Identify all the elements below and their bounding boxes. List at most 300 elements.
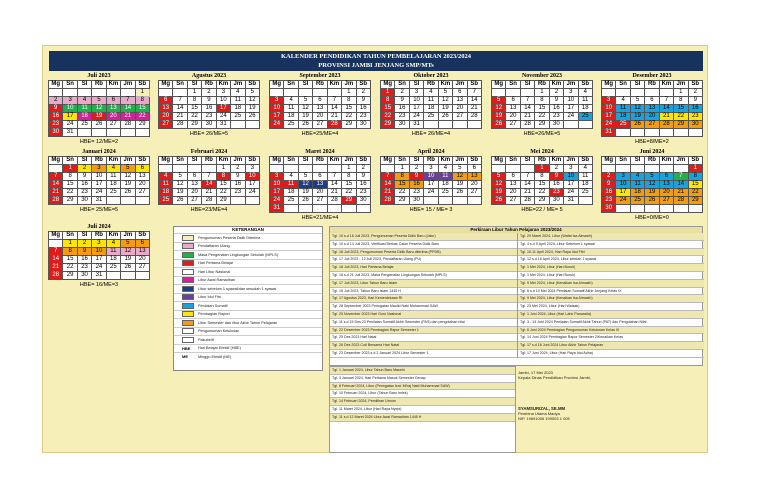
day-cell: 12 (298, 105, 312, 113)
empty-cell (135, 197, 149, 205)
month-calendar (491, 149, 593, 213)
day-cell: 25 (616, 121, 630, 129)
effective-days-summary: HBE=22 / ME= 5 (521, 207, 563, 213)
effective-days-summary: HBE= 25/ME=5 (79, 207, 119, 213)
weekday-header: Sb (135, 81, 149, 89)
day-cell: 9 (202, 97, 216, 105)
day-cell: 24 (564, 113, 578, 121)
day-cell: 15 (674, 105, 688, 113)
day-cell: 23 (49, 121, 63, 129)
day-cell: 25 (106, 264, 120, 272)
day-cell: 7 (327, 97, 341, 105)
day-cell: 22 (395, 189, 409, 197)
holiday-entry: Tgl. 23 Desember 2023 s.d 2 Januari 2024 Libur Semester 1 (330, 350, 517, 358)
day-cell: 17 (92, 256, 106, 264)
day-cell: 28 (674, 197, 688, 205)
day-cell: 27 (159, 121, 173, 129)
weekday-header: Km (549, 81, 563, 89)
day-cell: 18 (424, 105, 438, 113)
empty-cell (327, 89, 341, 97)
day-cell: 3 (245, 165, 259, 173)
empty-cell (630, 129, 644, 137)
day-cell: 7 (520, 97, 534, 105)
day-cell: 8 (395, 173, 409, 181)
day-cell: 9 (602, 181, 616, 189)
legend-item (174, 242, 322, 251)
month-title: Maret 2024 (305, 149, 335, 155)
legend-label: Pembagian Raport (198, 312, 230, 317)
month-calendar (158, 149, 260, 213)
legend-item (174, 344, 322, 353)
day-cell: 29 (342, 121, 356, 129)
day-cell: 5 (298, 97, 312, 105)
day-cell: 6 (453, 89, 467, 97)
day-cell: 24 (270, 197, 284, 205)
empty-cell (270, 165, 284, 173)
day-cell: 23 (202, 113, 216, 121)
day-cell: 7 (173, 97, 187, 105)
day-cell: 13 (453, 97, 467, 105)
weekday-header: Sn (173, 157, 187, 165)
signature-office: Kepala Dinas Pendidikan Provinsi Jambi, (518, 375, 591, 380)
day-cell: 21 (202, 189, 216, 197)
empty-cell (245, 121, 259, 129)
day-cell: 20 (506, 189, 520, 197)
empty-cell (135, 272, 149, 280)
legend-label: Libur Semester dan libur Akhir Tahun Pelajaran (198, 320, 278, 325)
day-cell: 13 (187, 181, 201, 189)
day-cell: 20 (313, 189, 327, 197)
day-cell: 3 (409, 89, 423, 97)
day-cell: 7 (381, 173, 395, 181)
day-cell: 25 (424, 113, 438, 121)
legend-item (174, 276, 322, 285)
weekday-header: Sb (356, 157, 370, 165)
day-cell: 21 (327, 113, 341, 121)
legend-swatch (182, 277, 194, 283)
month-title: November 2023 (521, 73, 563, 79)
legend-swatch (182, 320, 194, 326)
weekday-header: Km (327, 157, 341, 165)
legend-swatch (182, 269, 194, 275)
day-cell: 9 (77, 248, 91, 256)
day-cell: 11 (106, 248, 120, 256)
weekday-header: Mg (381, 157, 395, 165)
holiday-entry: Tgl. 28 September 2023 Peringatan Maulid Nabi Muhammad SAW (330, 303, 517, 311)
day-cell: 7 (674, 173, 688, 181)
holiday-entry: Tgl. 6 s.d 10 Mei 2024 Penilaian Sumatif Akhir Jenjang Kelas IX (518, 288, 704, 296)
weekday-header: Jm (231, 81, 245, 89)
weekday-header: Km (106, 232, 120, 240)
weekday-header: Sl (298, 81, 312, 89)
weekday-header: Sb (578, 81, 592, 89)
empty-cell (106, 272, 120, 280)
day-cell: 14 (327, 105, 341, 113)
empty-cell (688, 205, 702, 213)
day-cell: 14 (173, 105, 187, 113)
day-cell: 9 (231, 173, 245, 181)
holiday-entry: Tgl. 10 s.d 18 Juli 2023, Pengumuman Peserta Didik Baru (Jalur) (330, 233, 517, 241)
empty-cell (173, 165, 187, 173)
day-cell: 8 (216, 173, 230, 181)
weekday-header: Sn (506, 157, 520, 165)
weekday-header: Sl (77, 232, 91, 240)
day-cell: 17 (270, 113, 284, 121)
day-cell: 25 (630, 197, 644, 205)
weekday-header: Rb (424, 157, 438, 165)
day-cell: 11 (106, 173, 120, 181)
day-cell: 1 (535, 89, 549, 97)
day-cell: 24 (245, 189, 259, 197)
effective-days-summary: HBE=25/ME=4 (301, 131, 339, 137)
day-cell: 27 (313, 197, 327, 205)
empty-cell (453, 197, 467, 205)
day-cell: 26 (121, 189, 135, 197)
empty-cell (342, 205, 356, 213)
day-cell: 9 (395, 97, 409, 105)
day-cell: 11 (159, 181, 173, 189)
day-cell: 15 (63, 181, 77, 189)
day-cell: 3 (63, 97, 77, 105)
day-cell: 25 (231, 113, 245, 121)
legend-label: Minggu Efektif (ME) (198, 354, 232, 359)
day-cell: 19 (492, 113, 506, 121)
day-cell: 1 (187, 89, 201, 97)
day-cell: 2 (549, 165, 563, 173)
day-cell: 24 (616, 197, 630, 205)
weekday-header: Mg (602, 157, 616, 165)
day-cell: 18 (106, 181, 120, 189)
month-calendar (380, 149, 482, 213)
day-cell: 10 (92, 248, 106, 256)
day-cell: 29 (216, 197, 230, 205)
holiday-entry: Tgl. 8 Februari 2024, Libur (Peringatan Isra' Mi'raj Nabi Muhammad SAW) (330, 383, 515, 391)
day-cell: 17 (616, 189, 630, 197)
month-title: Mei 2024 (530, 149, 554, 155)
day-cell: 8 (63, 173, 77, 181)
day-cell: 8 (187, 97, 201, 105)
month-title: Agustus 2023 (191, 73, 227, 79)
day-cell: 29 (688, 197, 702, 205)
month-calendar (601, 73, 703, 145)
day-cell: 16 (409, 181, 423, 189)
day-cell: 24 (216, 113, 230, 121)
empty-cell (630, 165, 644, 173)
day-cell: 5 (438, 89, 452, 97)
empty-cell (438, 121, 452, 129)
holiday-entry: Tgl. 3 Januari 2024, Hari Pertama Masuk Semester Genap (330, 375, 515, 383)
weekday-header: Rb (535, 157, 549, 165)
weekday-header: Sl (409, 81, 423, 89)
weekday-header: Km (438, 81, 452, 89)
day-cell: 15 (688, 181, 702, 189)
weekday-header: Sn (616, 81, 630, 89)
weekday-header: Rb (202, 81, 216, 89)
day-cell: 9 (77, 173, 91, 181)
empty-cell (327, 165, 341, 173)
day-cell: 8 (535, 173, 549, 181)
weekday-header: Rb (645, 81, 659, 89)
empty-cell (438, 197, 452, 205)
weekday-header: Jm (121, 81, 135, 89)
holiday-entry: Tgl. 11 s.d 12 Maret 2024 Libur Awal Ramadhan 1445 H (330, 414, 515, 422)
weekday-header: Jm (453, 157, 467, 165)
day-cell: 15 (395, 181, 409, 189)
holiday-entry: Tgl. 17 Juli 2023 - 12 Juli 2023, Pendaftaran Ulang (PU) (330, 256, 517, 264)
day-cell: 26 (173, 197, 187, 205)
day-cell: 22 (342, 189, 356, 197)
legend-label: Libur Idul Fitri (198, 295, 222, 300)
empty-cell (231, 121, 245, 129)
empty-cell (453, 121, 467, 129)
legend-item (174, 250, 322, 259)
day-cell: 7 (49, 173, 63, 181)
day-cell: 14 (520, 181, 534, 189)
day-cell: 6 (506, 173, 520, 181)
day-cell: 5 (121, 240, 135, 248)
day-cell: 10 (216, 97, 230, 105)
weekday-header: Sl (630, 157, 644, 165)
empty-cell (356, 205, 370, 213)
day-cell: 21 (520, 113, 534, 121)
day-cell: 2 (77, 165, 91, 173)
day-cell: 16 (49, 113, 63, 121)
legend-label: Pengumuman Kelulusan (198, 329, 240, 334)
holiday-entry: Tgl. 22 Desember 2023 Pembagian Rapor Semester 1 (330, 327, 517, 335)
weekday-header: Jm (674, 81, 688, 89)
day-cell: 21 (674, 189, 688, 197)
day-cell: 18 (438, 181, 452, 189)
day-cell: 8 (381, 97, 395, 105)
day-cell: 19 (173, 189, 187, 197)
weekday-header: Sn (395, 157, 409, 165)
day-cell: 26 (645, 197, 659, 205)
day-cell: 8 (688, 173, 702, 181)
holiday-list (329, 226, 703, 366)
legend-label: Pakubelif (198, 337, 214, 342)
day-cell: 5 (492, 97, 506, 105)
day-cell: 15 (216, 181, 230, 189)
empty-cell (92, 129, 106, 137)
day-cell: 15 (535, 181, 549, 189)
day-cell: 18 (231, 105, 245, 113)
day-cell: 22 (381, 113, 395, 121)
day-cell: 28 (49, 197, 63, 205)
day-cell: 23 (549, 189, 563, 197)
weekday-header: Sb (245, 157, 259, 165)
weekday-header: Sb (688, 157, 702, 165)
day-cell: 27 (106, 121, 120, 129)
empty-cell (645, 129, 659, 137)
day-cell: 20 (645, 113, 659, 121)
day-cell: 13 (467, 173, 481, 181)
day-cell: 6 (159, 97, 173, 105)
month-calendar (158, 73, 260, 137)
month-title: Juli 2024 (87, 224, 111, 230)
day-cell: 2 (77, 240, 91, 248)
empty-cell (106, 89, 120, 97)
day-cell: 12 (438, 97, 452, 105)
day-cell: 30 (77, 197, 91, 205)
weekday-header: Jm (342, 157, 356, 165)
day-cell: 19 (645, 189, 659, 197)
day-cell: 13 (135, 173, 149, 181)
day-cell: 18 (77, 113, 91, 121)
empty-cell (92, 89, 106, 97)
weekday-header: Sn (284, 81, 298, 89)
legend-label: Hari Pertama Belajar (198, 261, 234, 266)
empty-cell (564, 121, 578, 129)
day-cell: 11 (438, 173, 452, 181)
day-cell: 28 (49, 272, 63, 280)
day-cell: 21 (49, 264, 63, 272)
day-cell: 3 (270, 173, 284, 181)
day-cell: 3 (424, 165, 438, 173)
day-cell: 10 (564, 97, 578, 105)
day-cell: 21 (659, 113, 673, 121)
day-cell: 4 (616, 97, 630, 105)
holiday-entry: Tgl. 17 Juni 2024, Libur (Hari Raya Idul Adha) (518, 350, 704, 358)
day-cell: 10 (270, 105, 284, 113)
day-cell: 27 (467, 189, 481, 197)
empty-cell (63, 89, 77, 97)
day-cell: 2 (688, 89, 702, 97)
day-cell: 26 (630, 121, 644, 129)
legend-swatch (182, 328, 194, 334)
weekday-header: Km (659, 157, 673, 165)
effective-days-summary: HBE=8/ME=2 (635, 139, 669, 145)
day-cell: 19 (92, 113, 106, 121)
day-cell: 26 (298, 121, 312, 129)
day-cell: 23 (549, 113, 563, 121)
month-title: Februari 2024 (190, 149, 228, 155)
day-cell: 26 (453, 189, 467, 197)
empty-cell (121, 129, 135, 137)
weekday-header: Jm (564, 157, 578, 165)
day-cell: 11 (284, 105, 298, 113)
empty-cell (645, 205, 659, 213)
day-cell: 5 (492, 173, 506, 181)
day-cell: 4 (424, 89, 438, 97)
day-cell: 1 (381, 89, 395, 97)
day-cell: 10 (245, 173, 259, 181)
day-cell: 25 (578, 189, 592, 197)
holiday-entry: Tgl. 1 Juni 2024, Libur (Hari Lahir Pancasila) (518, 311, 704, 319)
signature-rank: Pembina Utama Madya (518, 411, 560, 416)
weekday-header: Sl (77, 157, 91, 165)
legend-label: Libur sebelum 1 syawal/dan sesudah 1 syawal (198, 286, 277, 291)
holiday-entry: Tgl. 29 Maret 2024, Libur (Wafat Isa Almasih) (518, 233, 704, 241)
empty-cell (616, 129, 630, 137)
day-cell: 4 (630, 173, 644, 181)
weekday-header: Mg (270, 81, 284, 89)
legend-label: Hari Libur Nasional (198, 269, 231, 274)
weekday-header: Rb (645, 157, 659, 165)
empty-cell (381, 165, 395, 173)
day-cell: 4 (578, 89, 592, 97)
empty-cell (298, 89, 312, 97)
day-cell: 28 (327, 197, 341, 205)
effective-days-summary: HBE=21/ME=4 (301, 215, 339, 221)
weekday-header: Km (216, 81, 230, 89)
legend-item (174, 293, 322, 302)
day-cell: 22 (216, 189, 230, 197)
day-cell: 27 (453, 113, 467, 121)
legend-swatch (182, 252, 194, 258)
day-cell: 17 (424, 181, 438, 189)
empty-cell (77, 89, 91, 97)
month-title: Juni 2024 (639, 149, 665, 155)
day-cell: 17 (245, 181, 259, 189)
holiday-entry: Tgl. 6 Juni 2024 Pembagian Pengumuman Kelulusan Kelas IX (518, 327, 704, 335)
weekday-header: Sl (630, 81, 644, 89)
day-cell: 13 (106, 105, 120, 113)
day-cell: 2 (602, 173, 616, 181)
day-cell: 30 (409, 197, 423, 205)
day-cell: 22 (187, 113, 201, 121)
day-cell: 23 (688, 113, 702, 121)
day-cell: 24 (424, 189, 438, 197)
day-cell: 12 (173, 181, 187, 189)
day-cell: 31 (92, 197, 106, 205)
weekday-header: Mg (492, 157, 506, 165)
month-calendar (491, 73, 593, 137)
day-cell: 10 (409, 97, 423, 105)
weekday-header: Km (327, 81, 341, 89)
day-cell: 14 (520, 105, 534, 113)
holiday-entry: Tgl. 17 Agustus 2023, Hari Kemerdekaan RI (330, 295, 517, 303)
empty-cell (492, 89, 506, 97)
effective-days-summary: HBE= 12/ME=2 (79, 139, 119, 145)
legend-swatch (182, 286, 194, 292)
day-cell: 5 (630, 97, 644, 105)
legend-swatch (182, 235, 194, 241)
day-cell: 8 (535, 97, 549, 105)
day-cell: 30 (356, 197, 370, 205)
day-cell: 1 (63, 165, 77, 173)
effective-days-summary: HBE=0/ME=0 (635, 215, 669, 221)
day-cell: 30 (549, 121, 563, 129)
day-cell: 1 (216, 165, 230, 173)
day-cell: 14 (202, 181, 216, 189)
day-cell: 24 (270, 121, 284, 129)
day-cell: 17 (564, 181, 578, 189)
day-cell: 28 (467, 113, 481, 121)
calendar-document (42, 45, 708, 453)
weekday-header: Sl (187, 157, 201, 165)
empty-cell (49, 240, 63, 248)
day-cell: 23 (409, 189, 423, 197)
weekday-header: Mg (159, 157, 173, 165)
day-cell: 9 (549, 173, 563, 181)
day-cell: 12 (492, 181, 506, 189)
day-cell: 6 (659, 173, 673, 181)
day-cell: 2 (409, 165, 423, 173)
holiday-entry: Tgl. 14 Juni 2024 Pembagian Rapor Semester 2/Kenaikan Kelas (518, 334, 704, 342)
day-cell: 21 (327, 189, 341, 197)
weekday-header: Rb (92, 81, 106, 89)
day-cell: 23 (77, 189, 91, 197)
day-cell: 21 (381, 189, 395, 197)
day-cell: 15 (535, 105, 549, 113)
day-cell: 14 (49, 256, 63, 264)
day-cell: 18 (630, 189, 644, 197)
day-cell: 18 (578, 181, 592, 189)
day-cell: 28 (121, 121, 135, 129)
day-cell: 7 (327, 173, 341, 181)
legend-item (174, 259, 322, 268)
empty-cell (298, 165, 312, 173)
